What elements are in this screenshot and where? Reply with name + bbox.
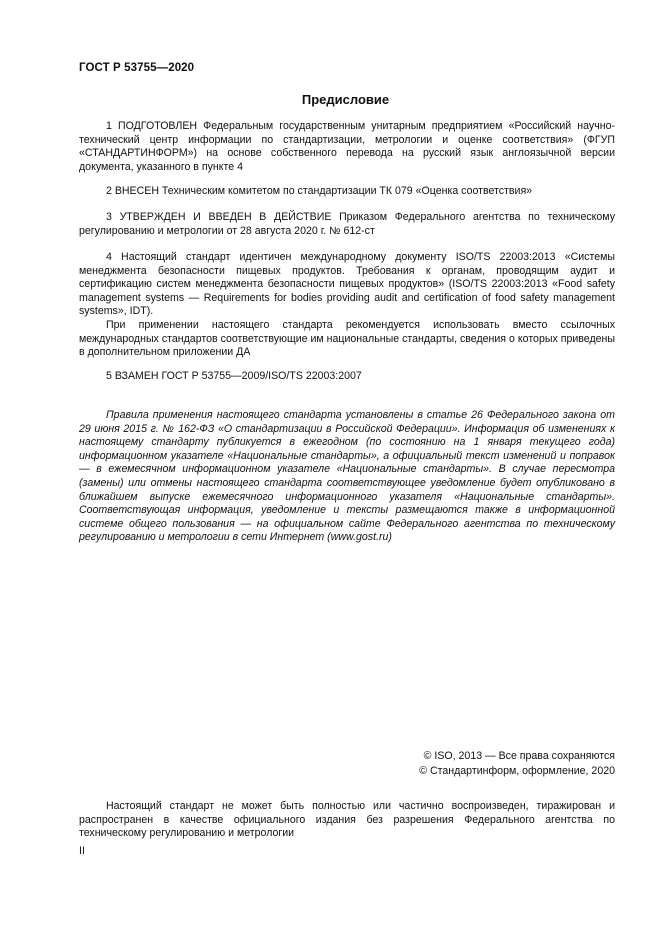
paragraph-4-identical: 4 Настоящий стандарт идентичен международному документу ISO/TS 22003:2013 «Системы менеджмента безопасности пищевых продуктов. Требования к органам, проводящим аудит и сертификацию систем менеджмента безопасности пищевых продуктов» (ISO/TS 22003:2013 «Food safety management systems — Requirements for bodies providing audit and certification of food safety management systems», IDT). <box>79 251 615 318</box>
standard-application-rules-notice: Правила применения настоящего стандарта установлены в статье 26 Федерального закона от 29 июня 2015 г. № 162-ФЗ «О стандартизации в Российской Федерации». Информация об изменениях к настоящему стандарту публикуется в ежегодном (по состоянию на 1 января текущего года) информационном указателе «Национальные стандарты», а официальный текст изменений и поправок — в ежемесячном информационном указателе «Национальные стандарты». В случае пересмотра (замены) или отмены настоящего стандарта соответствующее уведомление будет опубликовано в ближайшем выпуске ежемесячного информационного указателя «Национальные стандарты». Соответствующая информация, уведомление и тексты размещаются также в информационной системе общего пользования — на официальном сайте Федерального агентства по техническому регулированию и метрологии в сети Интернет (www.gost.ru) <box>79 409 615 544</box>
foreword-title: Предисловие <box>301 92 390 107</box>
paragraph-1-prepared: 1 ПОДГОТОВЛЕН Федеральным государственным унитарным предприятием «Российский научно-технический центр информации по стандартизации, метрологии и оценке соответствия» (ФГУП «СТАНДАРТИНФОРМ») на основе собственного перевода на русский язык англоязычной версии документа, указанного в пункте 4 <box>79 120 615 173</box>
paragraph-3-approved: 3 УТВЕРЖДЕН И ВВЕДЕН В ДЕЙСТВИЕ Приказом Федерального агентства по техническому регулированию и метрологии от 28 августа 2020 г. № 612-ст <box>79 211 615 237</box>
iso-copyright-line: © ISO, 2013 — Все права сохраняются <box>423 750 615 762</box>
document-code-header: ГОСТ Р 53755—2020 <box>79 62 195 74</box>
page-number: II <box>79 845 85 857</box>
reproduction-restriction-notice: Настоящий стандарт не может быть полностью или частично воспроизведен, тиражирован и распространен в качестве официального издания без разрешения Федерального агентства по техническому регулированию и метрологии <box>79 800 615 840</box>
paragraph-5-replaces: 5 ВЗАМЕН ГОСТ Р 53755—2009/ISO/TS 22003:2007 <box>106 370 362 382</box>
paragraph-2-submitted: 2 ВНЕСЕН Техническим комитетом по стандартизации ТК 079 «Оценка соответствия» <box>106 185 533 197</box>
paragraph-4-application-note: При применении настоящего стандарта рекомендуется использовать вместо ссылочных международных стандартов соответствующие им национальные стандарты, сведения о которых приведены в дополнительном приложении ДА <box>79 319 615 359</box>
standartinform-copyright-line: © Стандартинформ, оформление, 2020 <box>419 765 615 777</box>
